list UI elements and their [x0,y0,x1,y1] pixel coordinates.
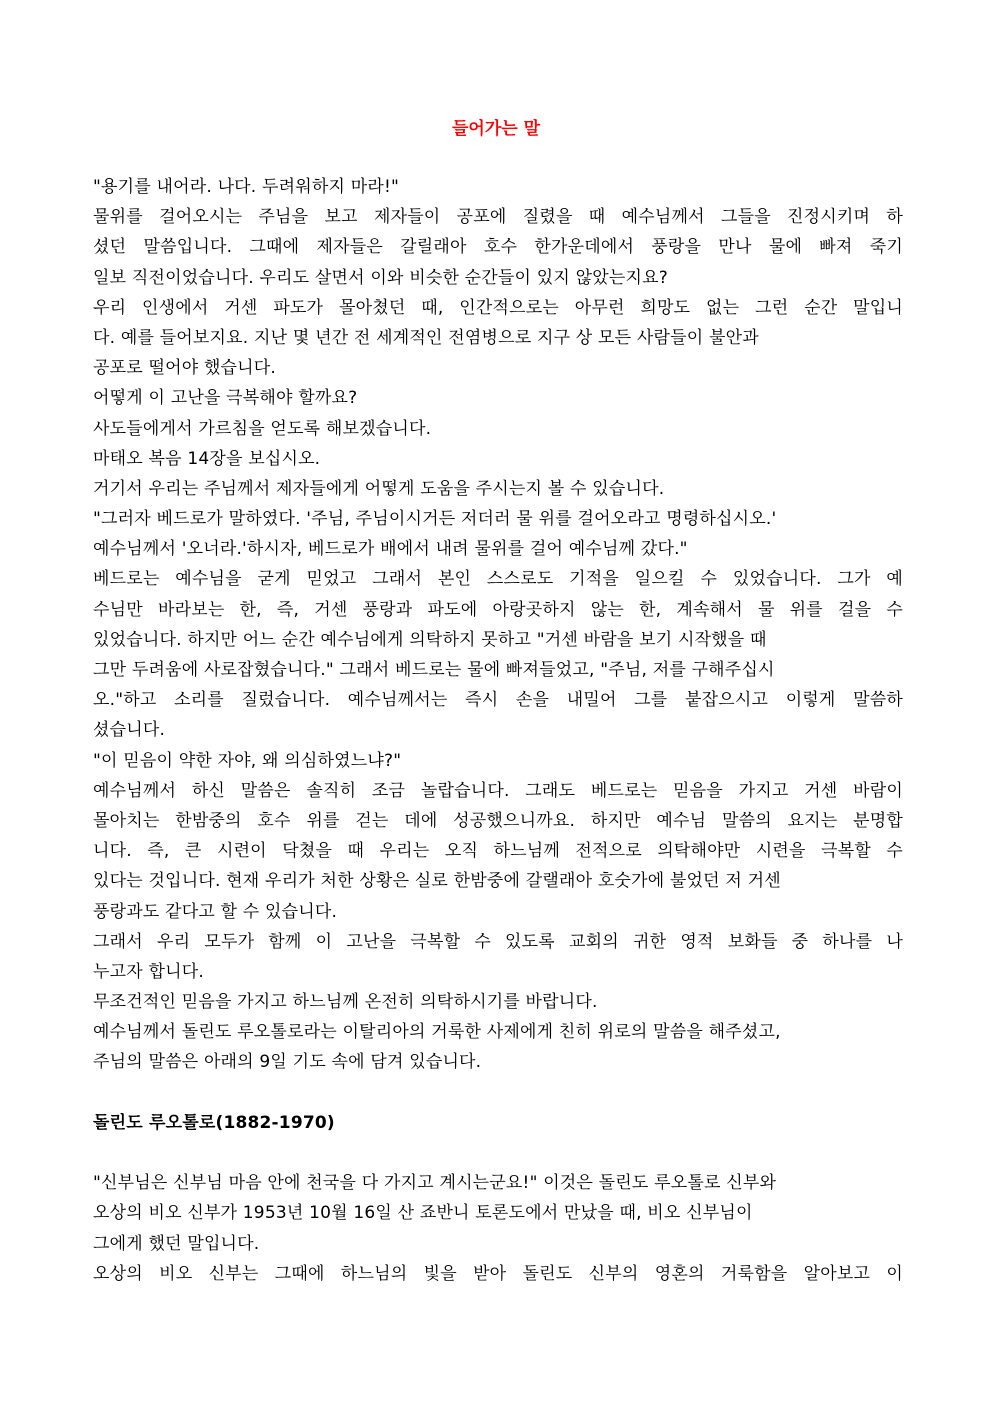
paragraph-line: 셨던 말씀입니다. 그때에 제자들은 갈릴래아 호수 한가운데에서 풍랑을 만나 물에 빠져 죽기 [93,237,903,258]
paragraph-line: "이 믿음이 약한 자야, 왜 의심하였느냐?" [93,750,402,771]
blank-line [93,1078,903,1108]
paragraph-line: 몰아치는 한밤중의 호수 위를 걷는 데에 성공했으니까요. 하지만 예수님 말씀의 요지는 분명합 [93,810,903,831]
document-title: 들어가는 말 [451,119,541,139]
paragraph-line: 예수님께서 '오너라.'하시자, 베드로가 배에서 내려 물위를 걸어 예수님께 갔다." [93,539,688,560]
paragraph-line: 셨습니다. [93,720,166,741]
paragraph-line: 풍랑과도 같다고 할 수 있습니다. [93,901,338,922]
paragraph-line: 수님만 바라보는 한, 즉, 거센 풍랑과 파도에 아랑곳하지 않는 한, 계속해서 물 위를 걸을 수 [93,599,903,620]
paragraph-line: 오상의 비오 신부는 그때에 하느님의 빛을 받아 돌린도 신부의 영혼의 거룩함을 알아보고 이 [93,1263,903,1284]
paragraph-line: 다. 예를 들어보지요. 지난 몇 년간 전 세계적인 전염병으로 지구 상 모든 사람들이 불안과 [93,327,759,348]
paragraph-line: 오."하고 소리를 질렀습니다. 예수님께서는 즉시 손을 내밀어 그를 붙잡으시고 이렇게 말씀하 [93,690,903,711]
paragraph-line: 있었습니다. 하지만 어느 순간 예수님에게 의탁하지 못하고 "거센 바람을 보기 시작했을 때 [93,629,767,650]
paragraph-line: 우리 인생에서 거센 파도가 몰아쳤던 때, 인간적으로는 아무런 희망도 없는 그런 순간 말입니 [93,297,903,318]
paragraph-line: 일보 직전이었습니다. 우리도 살면서 이와 비슷한 순간들이 있지 않았는지요? [93,267,668,288]
paragraph-line: 누고자 합니다. [93,961,204,982]
paragraph-line: 어떻게 이 고난을 극복해야 할까요? [93,388,358,409]
paragraph-line: 거기서 우리는 주님께서 제자들에게 어떻게 도움을 주시는지 볼 수 있습니다. [93,478,665,499]
paragraph-line: 그래서 우리 모두가 함께 이 고난을 극복할 수 있도록 교회의 귀한 영적 보화들 중 하나를 나 [93,931,903,952]
blank-line [93,1138,903,1168]
paragraph-line: 주님의 말씀은 아래의 9일 기도 속에 담겨 있습니다. [93,1052,482,1073]
paragraph-line: 사도들에게서 가르침을 얻도록 해보겠습니다. [93,418,432,439]
paragraph-line: 마태오 복음 14장을 보십시오. [93,448,321,469]
paragraph-line: 예수님께서 하신 말씀은 솔직히 조금 놀랍습니다. 그래도 베드로는 믿음을 가지고 거센 바람이 [93,780,903,801]
paragraph-line: 그에게 했던 말입니다. [93,1233,260,1254]
paragraph-line: 물위를 걸어오시는 주님을 보고 제자들이 공포에 질렸을 때 예수님께서 그들을 진정시키며 하 [93,207,903,228]
paragraph-line: 예수님께서 돌린도 루오톨로라는 이탈리아의 거룩한 사제에게 친히 위로의 말씀을 해주셨고, [93,1022,781,1043]
paragraph-line: 공포로 떨어야 했습니다. [93,358,277,379]
paragraph-line: 니다. 즉, 큰 시련이 닥쳤을 때 우리는 오직 하느님께 전적으로 의탁해야만 시련을 극복할 수 [93,841,903,862]
paragraph-line: 베드로는 예수님을 굳게 믿었고 그래서 본인 스스로도 기적을 일으킬 수 있었습니다. 그가 예 [93,569,903,590]
paragraph-line: 무조건적인 믿음을 가지고 하느님께 온전히 의탁하시기를 바랍니다. [93,992,598,1013]
paragraph-line: "그러자 베드로가 말하였다. '주님, 주님이시거든 저더러 물 위를 걸어오라고 명령하십시오.' [93,509,777,530]
document-body [93,172,903,1289]
paragraph-line: 있다는 것입니다. 현재 우리가 처한 상황은 실로 한밤중에 갈랠래아 호숫가에 불었던 저 거센 [93,871,781,892]
paragraph-line: "신부님은 신부님 마음 안에 천국을 다 가지고 계시는군요!" 이것은 돌린도 루오톨로 신부와 [93,1173,777,1194]
section-heading: 돌린도 루오톨로(1882-1970) [93,1112,335,1133]
paragraph-line: 오상의 비오 신부가 1953년 10월 16일 산 죠반니 토론도에서 만났을 때, 비오 신부님이 [93,1203,753,1224]
paragraph-line: 그만 두려움에 사로잡혔습니다." 그래서 베드로는 물에 빠져들었고, "주님, 저를 구해주십시 [93,660,775,680]
paragraph-line: "용기를 내어라. 나다. 두려워하지 마라!" [93,177,400,197]
